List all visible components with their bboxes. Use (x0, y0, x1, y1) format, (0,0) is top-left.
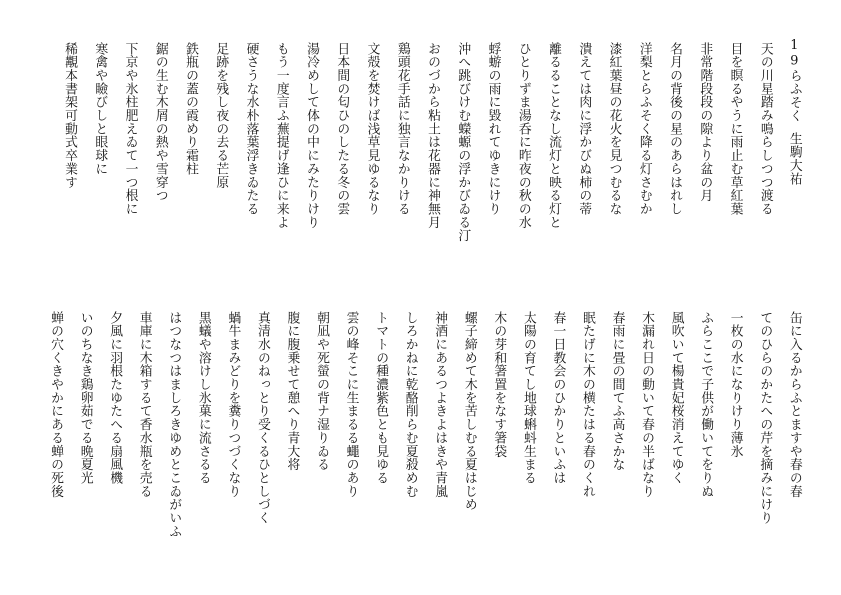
haiku-line: 日本間の匂ひのしたる冬の雲 (334, 42, 350, 216)
haiku-line: いのちなき鶏卵茹でる晩夏光 (77, 311, 93, 485)
haiku-line: 洋梨とらふそく降る灯さむか (636, 42, 652, 216)
haiku-line: はつなつはましろきゆめとこゐがいふ (166, 311, 182, 538)
haiku-line: 蝸牛まみどりを糞りつづくなり (225, 311, 241, 498)
haiku-line: 目を瞑るやうに雨止む草紅葉 (727, 42, 743, 216)
haiku-line: 木の芽和箸置をなす箸袋 (491, 311, 507, 458)
haiku-line: 鋸の生む木屑の熱や雪穿つ (152, 42, 168, 203)
author-name: 生駒大祐 (786, 131, 802, 185)
haiku-line: 缶に入るからふとますや春の春 (786, 311, 802, 498)
haiku-line: 鉄瓶の蓋の霞めり霜柱 (183, 42, 199, 176)
haiku-line: 神酒にあるつよきよはきや青嵐 (432, 311, 448, 498)
haiku-line: 風吹いて楊貴妃桜消えてゆく (668, 311, 684, 485)
title-heading: 19らふそく (786, 38, 802, 123)
haiku-line: 湯冷めして体の中にみたりけり (304, 42, 320, 229)
haiku-line: 太陽の育てし地球蝌蚪生まる (520, 311, 536, 485)
haiku-line: 潰えては肉に浮かびぬ柿の蒂 (576, 42, 592, 216)
haiku-line: 非常階段段の隙より盆の月 (697, 42, 713, 203)
haiku-line: 蜉蝣の雨に毀れてゆきにけり (485, 42, 501, 216)
haiku-line: 寒禽や瞼びしと眼球に (92, 42, 108, 176)
haiku-line: 文殻を焚けば浅草見ゆるなり (364, 42, 380, 216)
haiku-line: 朝凪や死螢の背ナ湿りゐる (313, 311, 329, 472)
haiku-line: 足跡を残し夜の去る芒原 (213, 42, 229, 189)
haiku-line: 春雨に畳の間てふ高さかな (609, 311, 625, 472)
haiku-line: おのづから粘土は花器に神無月 (425, 42, 441, 229)
haiku-line: 木漏れ日の動いて春の半ばなり (639, 311, 655, 498)
haiku-line: 離るることなし流灯と映る灯と (546, 42, 562, 229)
haiku-line: ひとりずま湯呑に昨夜の秋の水 (515, 42, 531, 229)
haiku-line: 名月の背後の星のあらはれし (667, 42, 683, 216)
haiku-line: トマトの種濃紫色とも見ゆる (373, 311, 389, 485)
haiku-line: 一枚の水になりけり薄氷 (727, 311, 743, 458)
haiku-line: 鶏頭花手話に独言なかりける (394, 42, 410, 216)
haiku-line: 漆紅葉昼の花火を見つむるな (606, 42, 622, 216)
haiku-line: 下京や氷柱肥えゐて一つ根に (122, 42, 138, 216)
haiku-line: 黒蟻や溶けし氷菓に流さるる (195, 311, 211, 485)
haiku-line: 真清水のねっとり受くるひとしづく (254, 311, 270, 525)
title-line (787, 38, 800, 185)
haiku-line: 眠たげに木の横たはる春のくれ (579, 311, 595, 498)
haiku-line: 螺子締めて木を苦しむる夏はじめ (461, 311, 477, 512)
haiku-line: 雲の峰そこに生まるる蠅のあり (343, 311, 359, 498)
haiku-line: 稀覯本書架可動式卒業す (62, 42, 78, 189)
haiku-line: てのひらのかたへの芹を摘みにけり (757, 311, 773, 525)
haiku-line: 天の川星踏み鳴らしつつ渡る (757, 42, 773, 216)
haiku-line: 春一日教会のひかりといふは (550, 311, 566, 485)
haiku-line: 腹に腹乗せて憩へり青大将 (284, 311, 300, 472)
haiku-line: 夕風に羽根たゆたへる扇風機 (107, 311, 123, 485)
haiku-line: 蝉の穴くきやかにある蝉の死後 (48, 311, 64, 498)
haiku-line: 沖へ跳びけむ蠑螈の浮かびゐる汀 (455, 42, 471, 243)
haiku-line: 車庫に木箱するて香水瓶を売る (136, 311, 152, 498)
haiku-line: 硬さうな水朴落葉浮きゐたる (243, 42, 259, 216)
haiku-line: しろかねに乾酪削らむ夏殺めむ (402, 311, 418, 498)
haiku-line: ふらここで子供が働いてをりぬ (698, 311, 714, 498)
haiku-line: もう一度言ふ蕪提げ逢ひに来よ (273, 42, 289, 229)
